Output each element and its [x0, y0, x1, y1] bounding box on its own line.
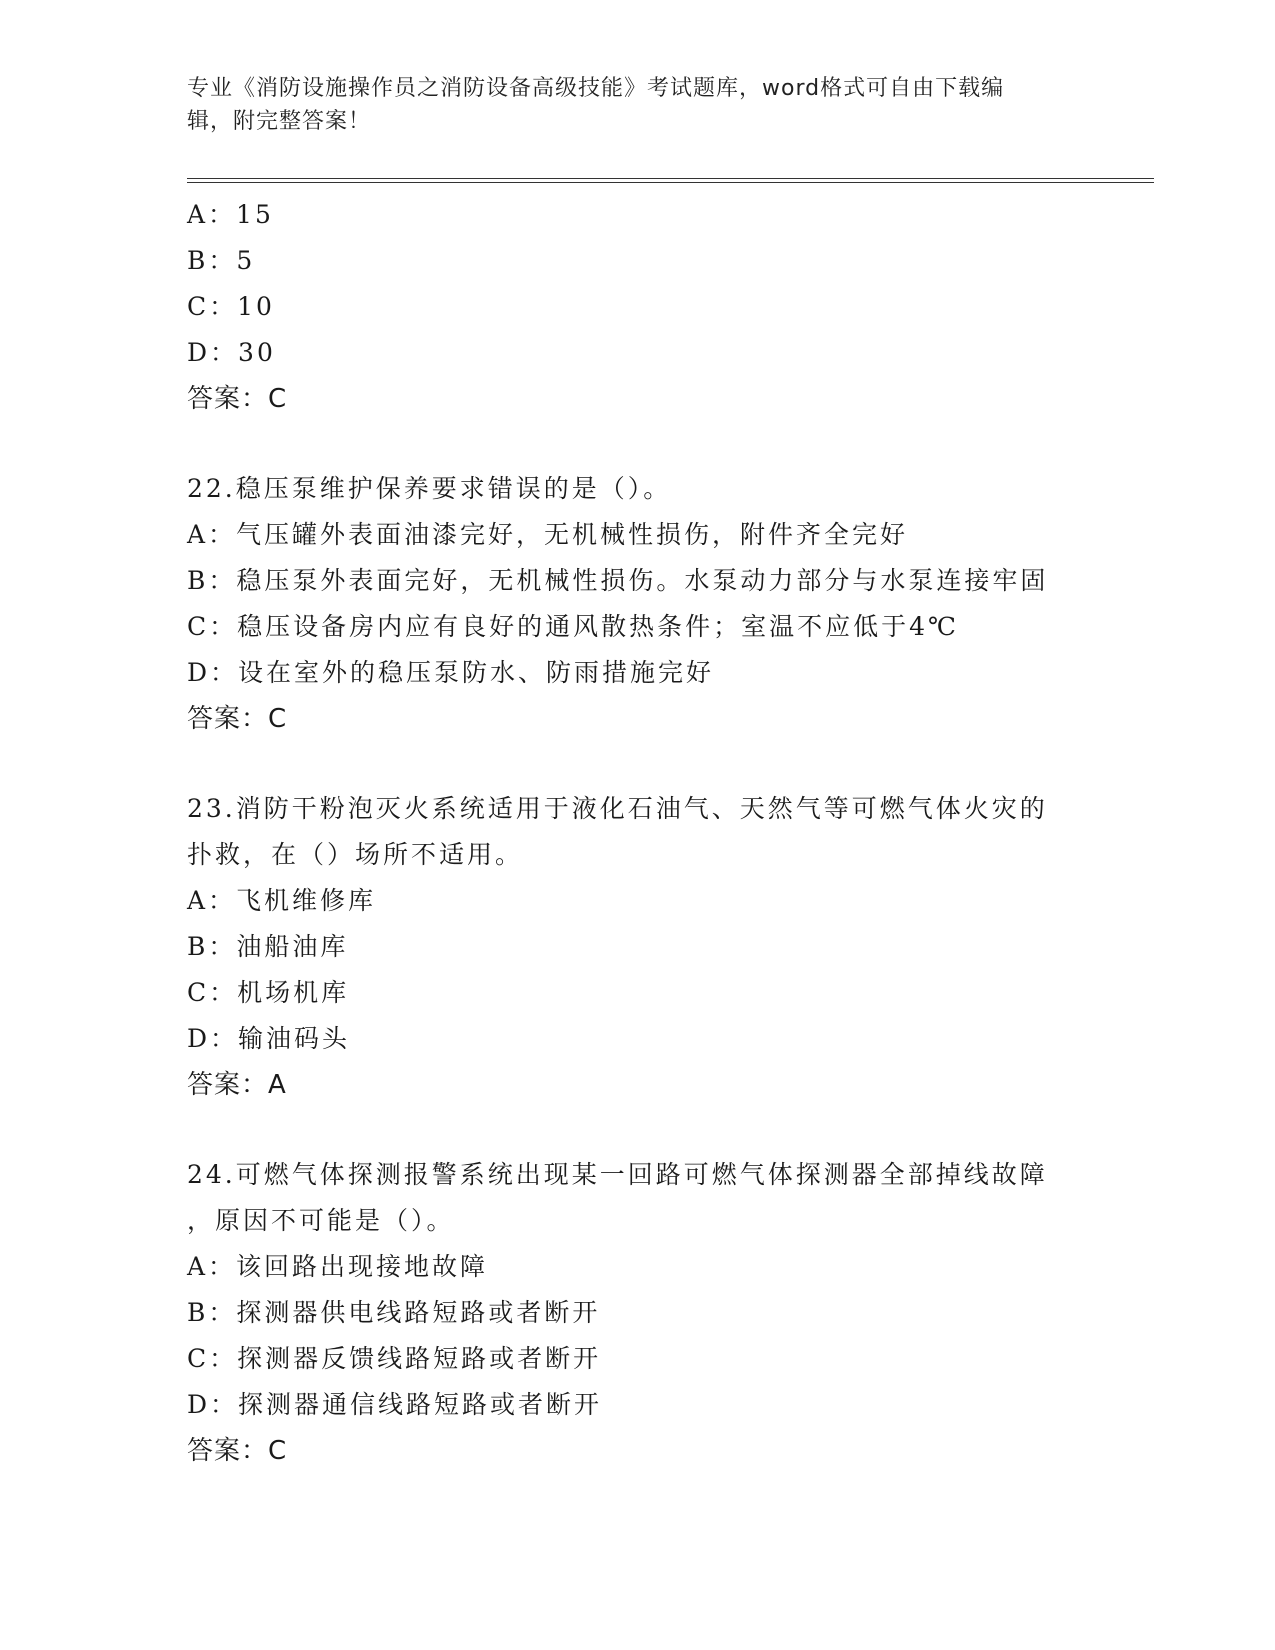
option-a: A：该回路出现接地故障	[187, 1252, 489, 1281]
option-c: C：机场机库	[187, 978, 350, 1007]
option-d: D：设在室外的稳压泵防水、防雨措施完好	[187, 658, 715, 687]
option-d: D：探测器通信线路短路或者断开	[187, 1390, 603, 1419]
question-stem-line-2: 扑救，在（）场所不适用。	[187, 840, 524, 869]
header-divider	[187, 178, 1154, 183]
option-c: C：稳压设备房内应有良好的通风散热条件；室温不应低于4℃	[187, 612, 960, 641]
option-b: B：稳压泵外表面完好，无机械性损伤。水泵动力部分与水泵连接牢固	[187, 566, 1049, 595]
option-b: B：油船油库	[187, 932, 349, 961]
option-d: D：输油码头	[187, 1024, 351, 1053]
question-22	[187, 466, 1087, 742]
option-d: D：30	[187, 338, 276, 367]
page-header	[187, 72, 1067, 138]
answer: 答案：C	[187, 384, 288, 414]
option-c: C：10	[187, 292, 275, 321]
question-stem: 22.稳压泵维护保养要求错误的是（）。	[187, 474, 672, 503]
option-c: C：探测器反馈线路短路或者断开	[187, 1344, 602, 1373]
option-b: B：5	[187, 246, 256, 275]
question-stem-line-1: 23.消防干粉泡灭火系统适用于液化石油气、天然气等可燃气体火灾的	[187, 794, 1048, 823]
header-line-2: 辑，附完整答案！	[187, 109, 372, 134]
question-24	[187, 1152, 1087, 1474]
option-a: A：气压罐外表面油漆完好，无机械性损伤，附件齐全完好	[187, 520, 909, 549]
option-b: B：探测器供电线路短路或者断开	[187, 1298, 601, 1327]
question-stem-line-2: ，原因不可能是（）。	[187, 1206, 455, 1235]
answer: 答案：C	[187, 704, 288, 734]
header-line-1: 专业《消防设施操作员之消防设备高级技能》考试题库，word格式可自由下载编	[187, 76, 1005, 101]
question-23	[187, 786, 1087, 1108]
question-21	[187, 192, 1087, 422]
option-a: A：15	[187, 200, 274, 229]
answer: 答案：A	[187, 1070, 287, 1100]
question-stem-line-1: 24.可燃气体探测报警系统出现某一回路可燃气体探测器全部掉线故障	[187, 1160, 1048, 1189]
question-list	[187, 192, 1087, 1474]
option-a: A：飞机维修库	[187, 886, 377, 915]
answer: 答案：C	[187, 1436, 288, 1466]
